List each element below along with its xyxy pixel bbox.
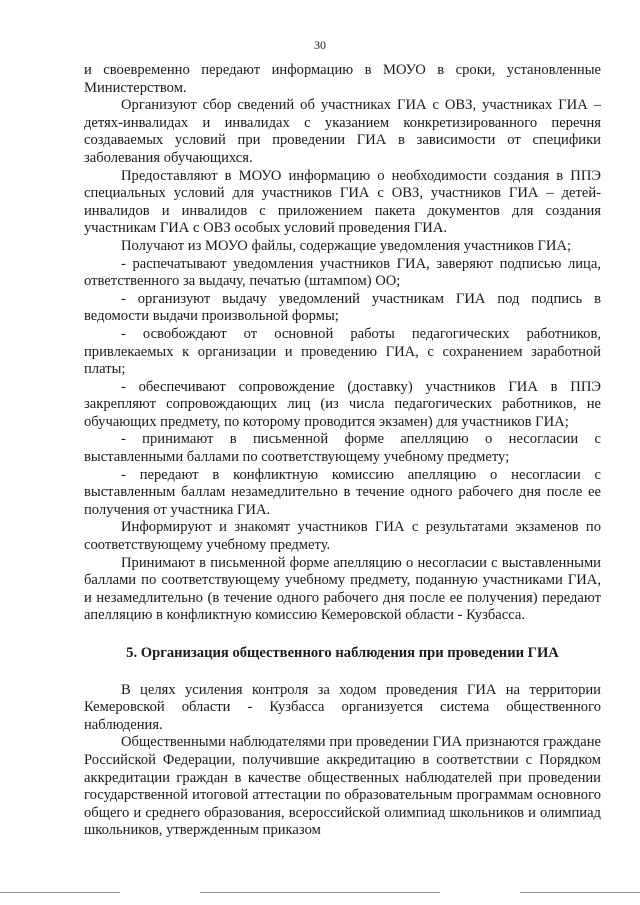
scan-edge-line: [200, 892, 440, 893]
paragraph: и своевременно передают информацию в МОУО в сроки, установленные Министерством.: [84, 62, 601, 96]
list-item: - распечатывают уведомления участников ГИА, заверяют подписью лица, ответственного за выдачу, печатью (штампом) ОО;: [84, 255, 601, 290]
page-number: 30: [314, 38, 326, 52]
scan-edge-line: [0, 892, 120, 893]
list-item: - передают в конфликтную комиссию апелляцию о несогласии с выставленным баллам незамедлительно в течение одного рабочего дня после ее получения от участника ГИА.: [84, 466, 601, 518]
list-item: - организуют выдачу уведомлений участникам ГИА под подпись в ведомости выдачи произвольной формы;: [84, 290, 601, 325]
list-item: - обеспечивают сопровождение (доставку) участников ГИА в ППЭ закрепляют сопровождающих лиц (из числа педагогических работников, не обучающих предмету, по которому проводится экзамен) для участников ГИА;: [84, 378, 601, 430]
scan-edge-line: [520, 892, 640, 893]
document-body: [84, 62, 601, 840]
paragraph: Получают из МОУО файлы, содержащие уведомления участников ГИА;: [121, 237, 572, 254]
list-item: - освобождают от основной работы педагогических работников, привлекаемых к организации и проведению ГИА, с сохранением заработной платы;: [84, 325, 601, 378]
paragraph: Общественными наблюдателями при проведении ГИА признаются граждане Российской Федерации, получившие аккредитацию в соответствии с Порядком аккредитации граждан в качестве общественных наблюдателей при проведении государственной итоговой аттестации по образовательным программам основного общего и среднего образования, всероссийской олимпиад школьников и олимпиад школьников, утвержденным приказом: [84, 734, 601, 839]
paragraph: Предоставляют в МОУО информацию о необходимости создания в ППЭ специальных условий для участников ГИА с ОВЗ, участников ГИА – детей-инвалидов и инвалидов с приложением пакета документов для создания участникам ГИА с ОВЗ особых условий проведения ГИА.: [84, 167, 601, 237]
list-item: - принимают в письменной форме апелляцию о несогласии с выставленными баллами по соответствующему учебному предмету;: [84, 431, 601, 466]
paragraph: В целях усиления контроля за ходом проведения ГИА на территории Кемеровской области - Кузбасса организуется система общественного наблюдения.: [84, 681, 601, 733]
section-heading: 5. Организация общественного наблюдения при проведении ГИА: [126, 645, 559, 661]
paragraph: Принимают в письменной форме апелляцию о несогласии с выставленными баллами по соответствующему учебному предмету, поданную участниками ГИА, и незамедлительно (в течение одного рабочего дня после ее получения) передают апелляцию в конфликтную комиссию Кемеровской области - Кузбасса.: [84, 554, 601, 624]
paragraph: Информируют и знакомят участников ГИА с результатами экзаменов по соответствующему учебному предмету.: [84, 519, 601, 554]
paragraph: Организуют сбор сведений об участниках ГИА с ОВЗ, участниках ГИА – детях-инвалидах и инвалидах с указанием конкретизированного перечня создаваемых условий при проведении ГИА в зависимости от специфики заболевания обучающихся.: [84, 97, 601, 166]
